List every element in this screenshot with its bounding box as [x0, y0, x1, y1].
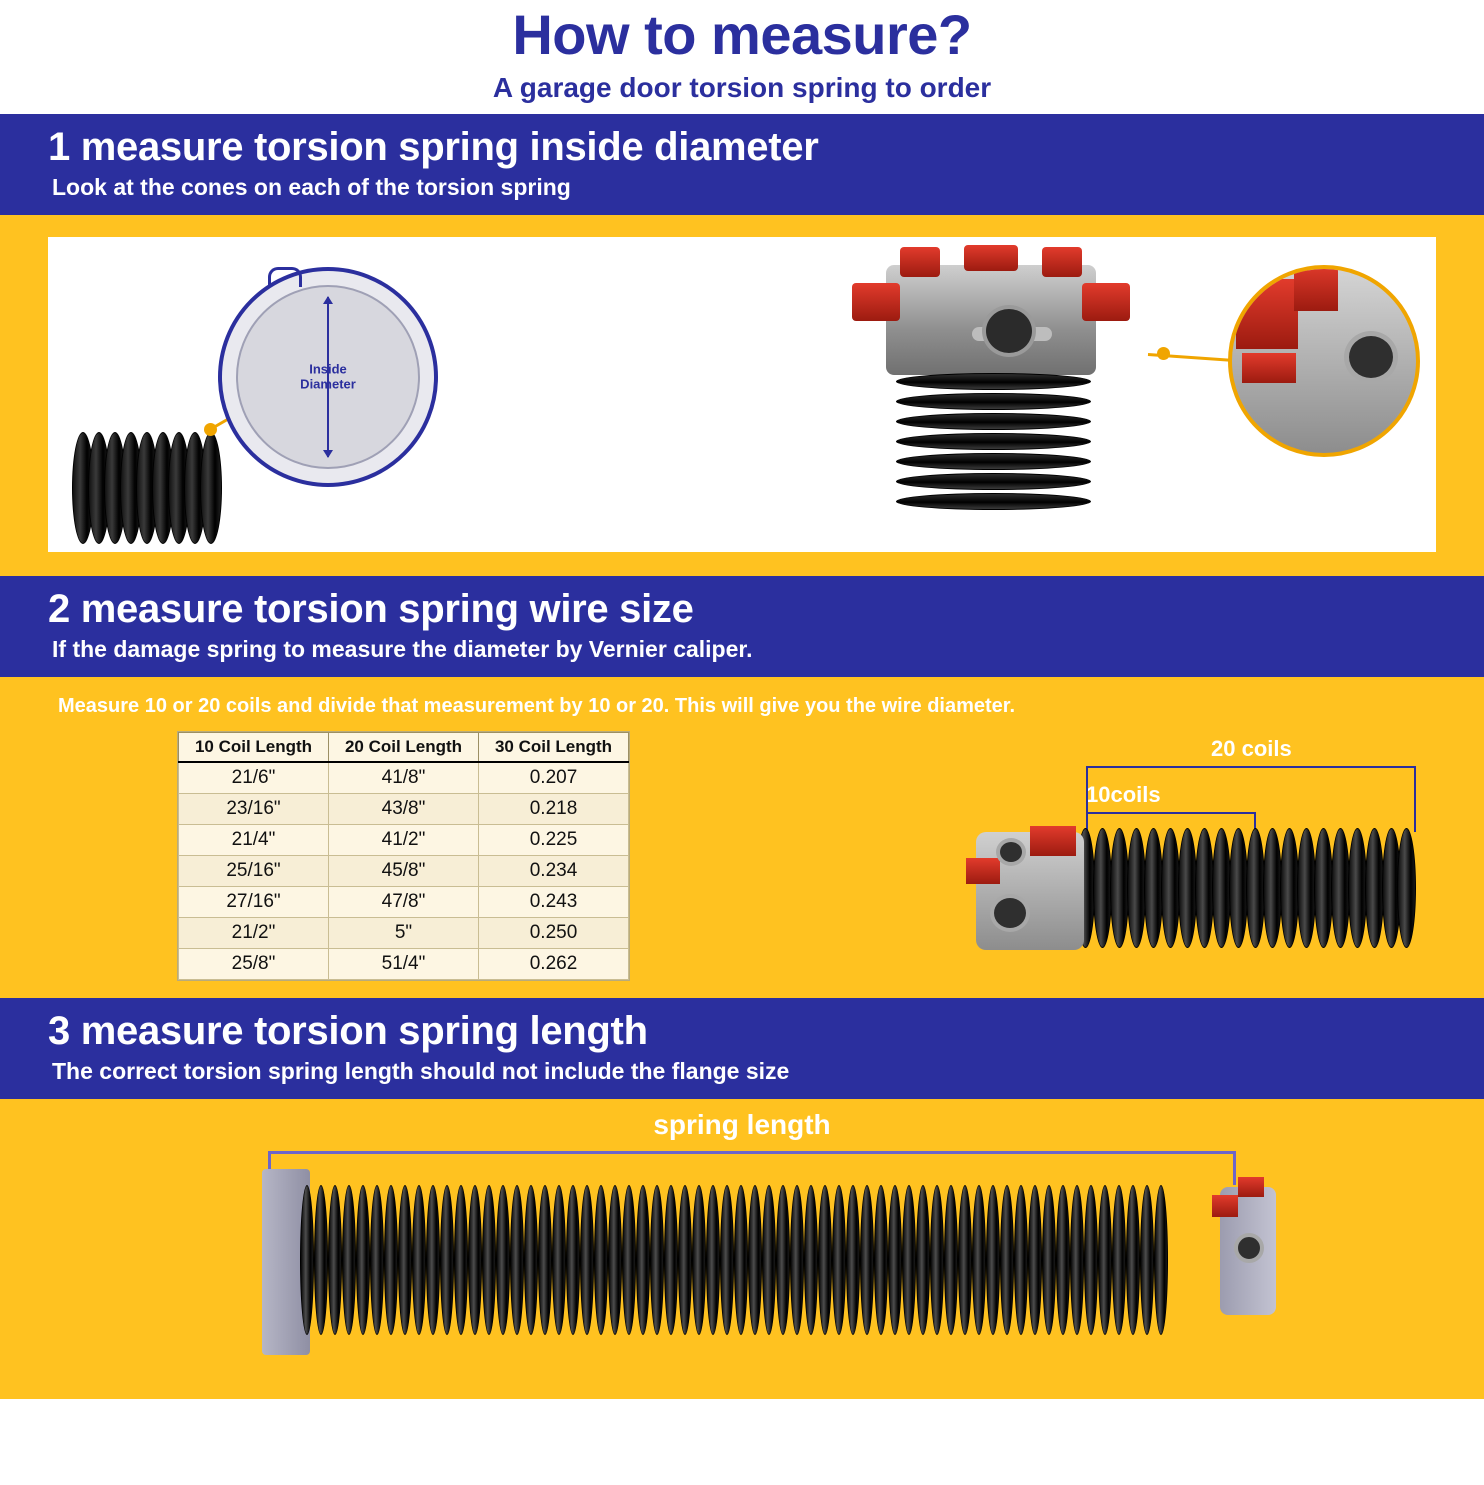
table-cell: 21/2"	[179, 917, 329, 948]
table-row	[179, 917, 629, 948]
page-title: How to measure?	[512, 3, 972, 66]
step-2-title: 2 measure torsion spring wire size	[48, 586, 694, 631]
cone-zoom-circle	[1228, 265, 1420, 457]
step-2-header	[0, 576, 1484, 677]
table-cell: 27/16"	[179, 886, 329, 917]
table-cell: 21/6"	[179, 762, 329, 794]
table-cell: 0.207	[479, 762, 629, 794]
table-cell: 23/16"	[179, 793, 329, 824]
table-row	[179, 793, 629, 824]
spring-length-label: spring length	[653, 1108, 831, 1140]
step-1-header	[0, 114, 1484, 215]
table-row	[179, 886, 629, 917]
step-1-illustration	[48, 237, 1436, 552]
cone-end-graphic	[976, 832, 1084, 950]
cone-body	[886, 265, 1096, 375]
header	[0, 0, 1484, 114]
step-3-header	[0, 998, 1484, 1099]
table-header-cell: 20 Coil Length	[329, 732, 479, 762]
table-cell: 41/8"	[329, 762, 479, 794]
label-10-coils: 10coils	[1086, 781, 1161, 807]
inside-diameter-label	[300, 361, 356, 392]
table-cell: 21/4"	[179, 824, 329, 855]
coil-spring-graphic	[72, 432, 232, 544]
step-1-subtitle: Look at the cones on each of the torsion spring	[52, 173, 571, 200]
table-cell: 0.262	[479, 948, 629, 979]
label-20-coils: 20 coils	[1211, 735, 1292, 761]
step-2-panel	[0, 677, 1484, 998]
step-3-illustration	[0, 1099, 1484, 1399]
inside-diameter-label-line2: Diameter	[300, 376, 356, 392]
inside-diameter-label-line1: Inside	[309, 361, 347, 376]
table-row	[179, 948, 629, 979]
table-cell: 0.243	[479, 886, 629, 917]
table-cell: 43/8"	[329, 793, 479, 824]
table-cell: 47/8"	[329, 886, 479, 917]
inside-diameter-circle	[218, 267, 438, 487]
table-cell: 0.218	[479, 793, 629, 824]
page-subtitle: A garage door torsion spring to order	[492, 71, 992, 103]
inner-circle	[236, 285, 420, 469]
table-header-row	[179, 732, 629, 762]
step-3-subtitle: The correct torsion spring length should not include the flange size	[52, 1057, 790, 1084]
table-cell: 45/8"	[329, 855, 479, 886]
table-cell: 0.250	[479, 917, 629, 948]
cone-photo	[846, 255, 1136, 525]
spring-length-bracket	[268, 1151, 1236, 1185]
table-cell: 0.225	[479, 824, 629, 855]
coil-length-table	[178, 732, 629, 980]
table-cell: 5"	[329, 917, 479, 948]
spring-coils-graphic	[1076, 828, 1416, 948]
coil-count-illustration	[966, 732, 1436, 967]
cone-tab-icon	[268, 267, 302, 287]
table-cell: 51/4"	[329, 948, 479, 979]
step-2-subtitle: If the damage spring to measure the diameter by Vernier caliper.	[52, 635, 753, 662]
cone-right	[1220, 1187, 1276, 1315]
full-spring-graphic	[300, 1185, 1170, 1335]
step-1-title: 1 measure torsion spring inside diameter	[48, 124, 819, 169]
table-row	[179, 855, 629, 886]
table-row	[179, 762, 629, 794]
table-cell: 25/16"	[179, 855, 329, 886]
table-header-cell: 10 Coil Length	[179, 732, 329, 762]
step-3-panel	[0, 1099, 1484, 1399]
step-3-title: 3 measure torsion spring length	[48, 1008, 648, 1053]
spring-coils-photo	[896, 373, 1091, 523]
step-1-panel	[0, 215, 1484, 576]
table-row	[179, 824, 629, 855]
table-cell: 0.234	[479, 855, 629, 886]
step-2-note: Measure 10 or 20 coils and divide that measurement by 10 or 20. This will give you the wire diameter.	[58, 694, 1016, 717]
table-cell: 41/2"	[329, 824, 479, 855]
table-header-cell: 30 Coil Length	[479, 732, 629, 762]
table-cell: 25/8"	[179, 948, 329, 979]
